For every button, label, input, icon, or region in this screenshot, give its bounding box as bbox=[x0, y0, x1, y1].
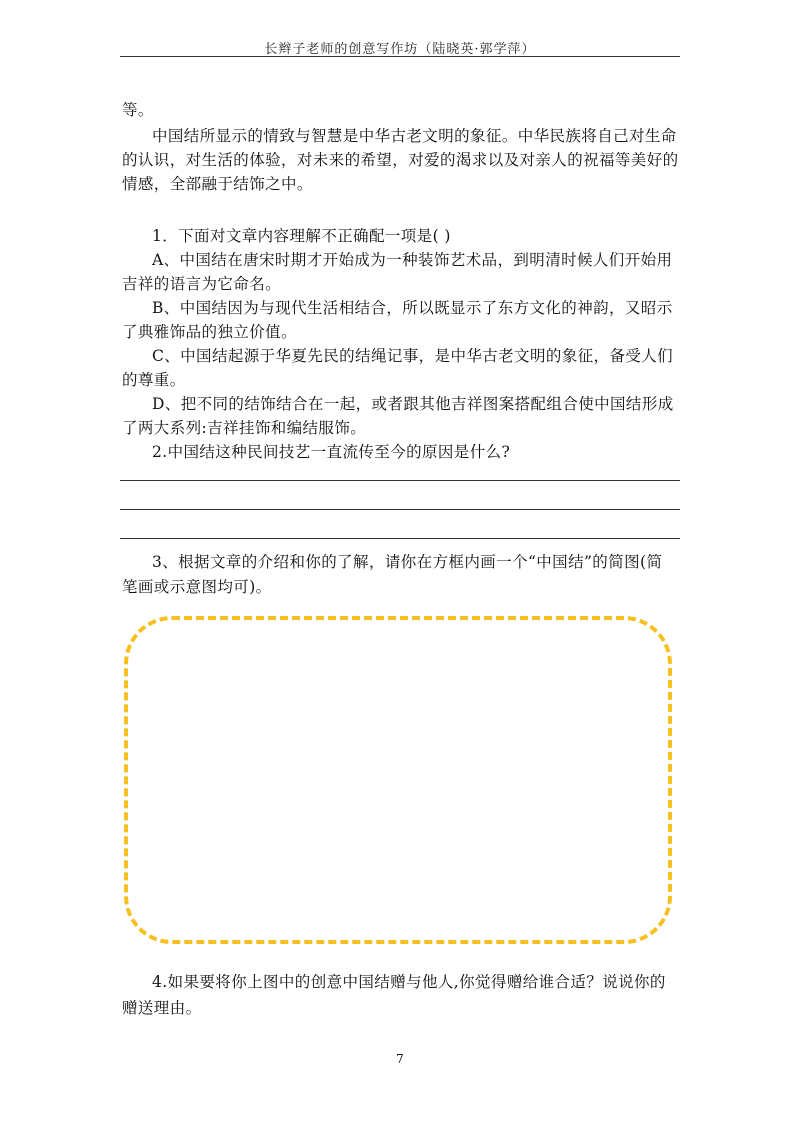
option-b: B、中国结因为与现代生活相结合，所以既显示了东方文化的神韵，又昭示 bbox=[152, 299, 673, 317]
answer-line[interactable] bbox=[120, 538, 680, 539]
passage-line: 的认识，对生活的体验，对未来的希望，对爱的渴求以及对亲人的祝福等美好的 bbox=[122, 151, 679, 169]
page-header: 长辫子老师的创意写作坊（陆晓英·郭学萍） bbox=[264, 42, 536, 57]
question-4-stem: 4.如果要将你上图中的创意中国结赠与他人,你觉得赠给谁合适？说说你的 bbox=[152, 973, 666, 991]
question-1-stem: 1．下面对文章内容理解不正确配一项是( ) bbox=[152, 227, 451, 245]
answer-line[interactable] bbox=[120, 509, 680, 510]
question-3-cont: 笔画或示意图均可)。 bbox=[122, 578, 272, 596]
page-number: 7 bbox=[396, 1052, 404, 1066]
question-2-stem: 2.中国结这种民间技艺一直流传至今的原因是什么? bbox=[152, 443, 511, 461]
option-c: C、中国结起源于华夏先民的结绳记事，是中华古老文明的象征，备受人们 bbox=[152, 347, 674, 365]
option-d: D、把不同的结饰结合在一起，或者跟其他吉祥图案搭配组合使中国结形成 bbox=[152, 395, 674, 413]
question-4-cont: 赠送理由。 bbox=[122, 999, 202, 1017]
header-divider bbox=[120, 56, 680, 57]
question-3-stem: 3、根据文章的介绍和你的了解，请你在方框内画一个“中国结”的简图(简 bbox=[152, 553, 663, 571]
drawing-box[interactable] bbox=[124, 616, 672, 944]
option-c-cont: 的尊重。 bbox=[122, 371, 186, 389]
option-a: A、中国结在唐宋时期才开始成为一种装饰艺术品，到明清时候人们开始用 bbox=[152, 251, 673, 269]
passage-line: 情感，全部融于结饰之中。 bbox=[122, 175, 313, 193]
option-d-cont: 了两大系列:吉祥挂饰和编结服饰。 bbox=[122, 419, 367, 437]
option-a-cont: 吉祥的语言为它命名。 bbox=[122, 275, 282, 293]
answer-line[interactable] bbox=[120, 480, 680, 481]
passage-line: 中国结所显示的情致与智慧是中华古老文明的象征。中华民族将自己对生命 bbox=[152, 127, 677, 145]
option-b-cont: 了典雅饰品的独立价值。 bbox=[122, 323, 297, 341]
passage-line: 等。 bbox=[122, 101, 154, 119]
